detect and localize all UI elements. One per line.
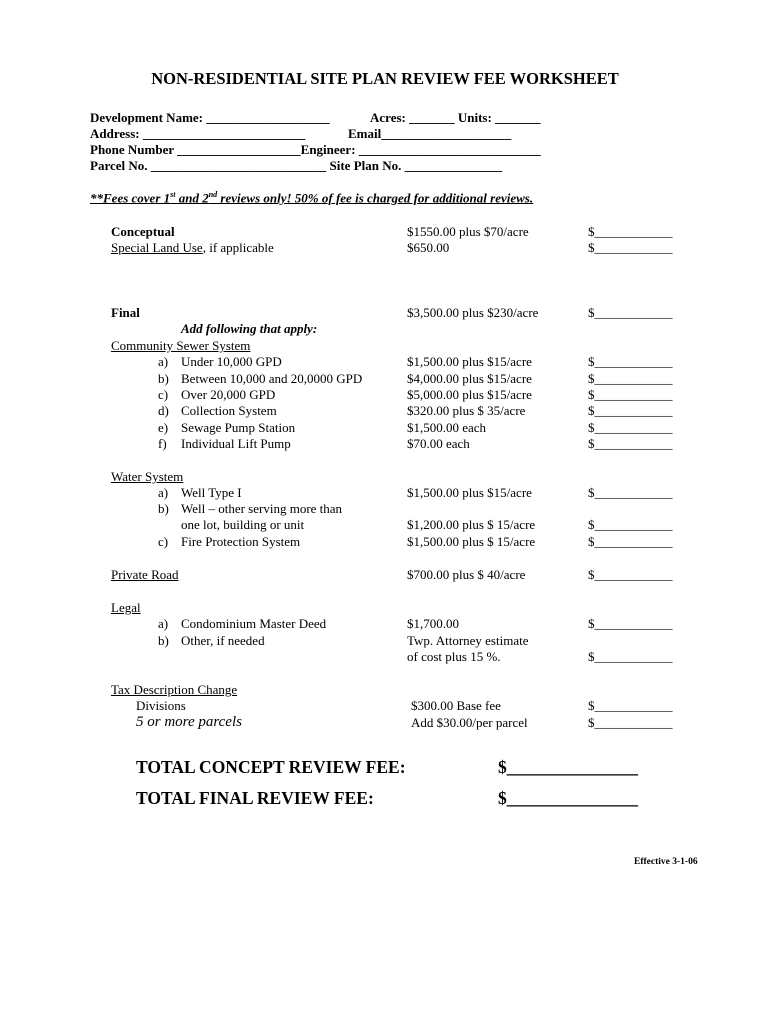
list-item-blank[interactable]: $____________ [588,420,673,435]
list-item-letter: e) [158,420,169,435]
five-more-parcels-label: 5 or more parcels [136,714,242,730]
list-item-label: Well Type I [181,485,242,500]
phone-engineer-field[interactable]: Phone Number ___________________Engineer: ____________________________ [90,142,541,157]
private-road-fee: $700.00 plus $ 40/acre [407,567,526,582]
list-item-letter: a) [158,485,169,500]
parcel-site-plan-field[interactable]: Parcel No. ___________________________ Site Plan No. _______________ [90,158,503,173]
list-item-blank[interactable]: $____________ [588,517,673,532]
list-item-letter: c) [158,387,169,402]
divisions-fee: $300.00 Base fee [411,698,501,713]
special-land-use-fee: $650.00 [407,240,450,255]
page-title: NON-RESIDENTIAL SITE PLAN REVIEW FEE WORKSHEET [151,69,619,88]
total-final-label: TOTAL FINAL REVIEW FEE: [136,788,374,808]
list-item-fee: $1,500.00 plus $15/acre [407,485,532,500]
add-following-note: Add following that apply: [181,321,318,336]
final-blank[interactable]: $____________ [588,305,673,320]
special-land-use-blank[interactable]: $____________ [588,240,673,255]
list-item-blank[interactable]: $____________ [588,649,673,664]
list-item-label: Sewage Pump Station [181,420,296,435]
private-road-heading: Private Road [111,567,179,582]
list-item-letter: b) [158,501,169,516]
private-road-blank[interactable]: $____________ [588,567,673,582]
five-more-parcels-fee: Add $30.00/per parcel [411,715,528,730]
list-item-letter: a) [158,354,169,369]
development-name-field[interactable]: Development Name: ___________________ [90,110,330,125]
list-item-blank[interactable]: $____________ [588,354,673,369]
list-item-label: Condominium Master Deed [181,616,327,631]
total-concept-label: TOTAL CONCEPT REVIEW FEE: [136,757,406,777]
list-item-fee: Twp. Attorney estimate [407,633,529,648]
effective-date: Effective 3-1-06 [634,857,698,867]
list-item-letter: a) [158,616,169,631]
list-item-label: Collection System [181,403,277,418]
list-item-letter: f) [158,436,167,451]
divisions-label: Divisions [136,698,186,713]
total-final-blank[interactable]: $_______________ [498,788,638,808]
list-item-label: Other, if needed [181,633,265,648]
list-item-label: Well – other serving more than [181,501,343,516]
water-heading: Water System [111,469,184,484]
list-item-fee: $1,500.00 each [407,420,487,435]
final-heading: Final [111,305,140,320]
address-field[interactable]: Address: _________________________ [90,126,306,141]
five-more-parcels-blank[interactable]: $____________ [588,715,673,730]
list-item-fee: $1,500.00 plus $ 15/acre [407,534,536,549]
list-item-blank[interactable]: $____________ [588,485,673,500]
email-field[interactable]: Email____________________ [348,126,512,141]
list-item-blank[interactable]: $____________ [588,403,673,418]
final-fee: $3,500.00 plus $230/acre [407,305,539,320]
total-concept-blank[interactable]: $_______________ [498,757,638,777]
divisions-blank[interactable]: $____________ [588,698,673,713]
tax-heading: Tax Description Change [111,682,238,697]
conceptual-blank[interactable]: $____________ [588,224,673,239]
list-item-label: Individual Lift Pump [181,436,291,451]
list-item-fee: $4,000.00 plus $15/acre [407,371,532,386]
list-item-label: Between 10,000 and 20,0000 GPD [181,371,363,386]
list-item-blank[interactable]: $____________ [588,534,673,549]
conceptual-heading: Conceptual [111,224,175,239]
list-item-blank[interactable]: $____________ [588,387,673,402]
list-item-blank[interactable]: $____________ [588,436,673,451]
special-land-use-label: Special Land Use, if applicable [111,240,274,255]
legal-heading: Legal [111,600,141,615]
list-item-fee: $320.00 plus $ 35/acre [407,403,526,418]
list-item-fee: $5,000.00 plus $15/acre [407,387,532,402]
list-item-letter: b) [158,633,169,648]
list-item-letter: c) [158,534,169,549]
acres-units-field[interactable]: Acres: _______ Units: _______ [370,110,541,125]
list-item-letter: b) [158,371,169,386]
conceptual-fee: $1550.00 plus $70/acre [407,224,529,239]
list-item-label: Under 10,000 GPD [181,354,282,369]
list-item-fee: $1,700.00 [407,616,459,631]
fee-note: **Fees cover 1st and 2nd reviews only! 50% of fee is charged for additional reviews. [90,190,534,206]
list-item-label: one lot, building or unit [181,517,305,532]
list-item-fee: $1,500.00 plus $15/acre [407,354,532,369]
list-item-fee: of cost plus 15 %. [407,649,501,664]
list-item-blank[interactable]: $____________ [588,616,673,631]
sewer-heading: Community Sewer System [111,338,251,353]
list-item-label: Over 20,000 GPD [181,387,276,402]
list-item-fee: $70.00 each [407,436,470,451]
list-item-letter: d) [158,403,169,418]
list-item-label: Fire Protection System [181,534,301,549]
list-item-blank[interactable]: $____________ [588,371,673,386]
list-item-fee: $1,200.00 plus $ 15/acre [407,517,536,532]
